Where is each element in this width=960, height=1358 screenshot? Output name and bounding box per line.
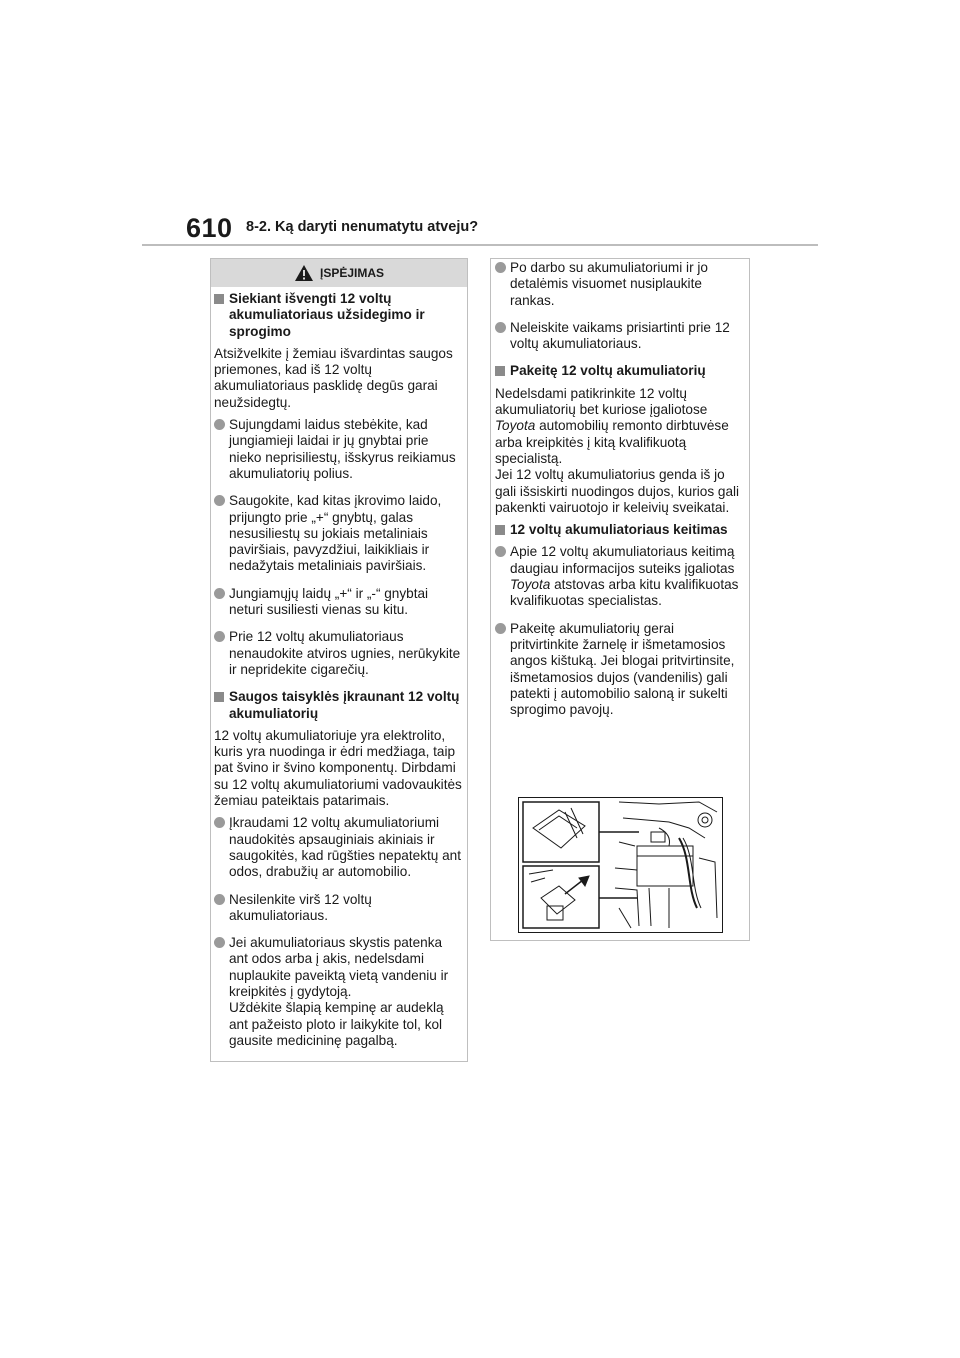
battery-illustration — [518, 797, 723, 933]
warning-content — [214, 291, 462, 1060]
list-item: Prie 12 voltų akumuliatoriaus nenaudokite atviros ugnies, nerūkykite ir nepridekite cigarečių. — [214, 629, 462, 678]
header-divider — [142, 244, 818, 246]
round-bullet-icon — [214, 937, 225, 948]
round-bullet-icon — [214, 631, 225, 642]
round-bullet-icon — [214, 588, 225, 599]
square-bullet-icon — [214, 294, 224, 304]
engine-bay-drawing — [519, 798, 721, 931]
section-intro: Atsižvelkite į žemiau išvardintas saugos priemones, kad iš 12 voltų akumuliatoriaus pasklidę degūs garai neužsidegtų. — [214, 345, 453, 410]
round-bullet-icon — [495, 322, 506, 333]
square-bullet-icon — [214, 692, 224, 702]
list-item: Nesilenkite virš 12 voltų akumuliatoriaus. — [214, 892, 462, 925]
round-bullet-icon — [495, 623, 506, 634]
round-bullet-icon — [214, 894, 225, 905]
list-item: Įkraudami 12 voltų akumuliatoriumi naudokitės apsauginiais akiniais ir saugokitės, kad rūgšties nepatektų ant odos, drabužių ar automobilio. — [214, 815, 462, 880]
warning-title: ĮSPĖJIMAS — [319, 266, 385, 280]
section-heading: Siekiant išvengti 12 voltų akumuliatoriaus užsidegimo ir sprogimo — [214, 291, 462, 340]
section-heading: Saugos taisyklės įkraunant 12 voltų akumuliatorių — [214, 689, 462, 722]
list-item: Sujungdami laidus stebėkite, kad jungiamieji laidai ir jų gnybtai prie nieko neprisiliestų, išskyrus reikiamus akumuliatorių polius. — [214, 417, 462, 482]
round-bullet-icon — [495, 546, 506, 557]
chapter-title: 8-2. Ką daryti nenumatytu atveju? — [246, 219, 479, 235]
section-intro: 12 voltų akumuliatoriuje yra elektrolito, kuris yra nuodinga ir ėdri medžiaga, taip pat švino ir švino komponentų. Dirbdami su 12 voltų akumuliatoriumi vadovaukitės žemiau pateiktais patarimais. — [214, 727, 462, 809]
round-bullet-icon — [214, 495, 225, 506]
list-item: Saugokite, kad kitas įkrovimo laido, prijungto prie „+“ gnybtų, galas nesusiliestų su jokiais metaliniais paviršiais, pavyzdžiui, laikikliais ir nedažytais metaliniais paviršiais. — [214, 493, 462, 574]
list-item: Pakeitę akumuliatorių gerai pritvirtinkite žarnelę ir išmetamosios angos kištuką. Jei blogai pritvirtinsite, išmetamosios dujos (vandenilis) gali patekti į automobilio saloną ir sukelti sprogimo pavojų. — [495, 621, 745, 719]
brand-name: Toyota — [495, 418, 536, 434]
square-bullet-icon — [495, 366, 505, 376]
list-item: Neleiskite vaikams prisiartinti prie 12 voltų akumuliatoriaus. — [495, 320, 745, 353]
brand-name: Toyota — [510, 577, 551, 593]
page-header — [0, 0, 960, 250]
warning-header — [211, 259, 467, 287]
section-heading: 12 voltų akumuliatoriaus keitimas — [495, 522, 745, 538]
list-item: Po darbo su akumuliatoriumi ir jo detalėmis visuomet nusiplaukite rankas. — [495, 260, 745, 309]
warning-content-continued — [495, 260, 745, 729]
square-bullet-icon — [495, 525, 505, 535]
warning-triangle-icon — [294, 264, 314, 282]
list-item: Jungiamųjų laidų „+“ ir „-“ gnybtai neturi susiliesti vienas su kitu. — [214, 586, 462, 619]
round-bullet-icon — [214, 419, 225, 430]
section-heading: Pakeitę 12 voltų akumuliatorių — [495, 363, 745, 379]
round-bullet-icon — [214, 817, 225, 828]
list-item: Apie 12 voltų akumuliatoriaus keitimą daugiau informacijos suteiks įgaliotas Toyota atstovas arba kitu kvalifikuotas kvalifikuotas specialistas. — [495, 544, 745, 609]
page-number: 610 — [186, 213, 233, 243]
round-bullet-icon — [495, 262, 506, 273]
section-intro: Nedelsdami patikrinkite 12 voltų akumuliatorių bet kuriose įgaliotose Toyota automobilių remonto dirbtuvėse arba kreipkitės į kitą kvalifikuotą specialistą. Jei 12 voltų akumuliatorius genda iš jo gali išsiskirti nuodingos dujos, kurios gali pakenkti vairuotojo ir keleivių sveikatai. — [495, 385, 740, 515]
list-item: Jei akumuliatoriaus skystis patenka ant odos arba į akis, nedelsdami nuplaukite paveiktą vietą vandeniu ir kreipkitės į gydytoją. Uždėkite šlapią kempinę ar audeklą ant pažeisto ploto ir laikykite tol, kol gausite medicininę pagalbą. — [214, 935, 462, 1049]
